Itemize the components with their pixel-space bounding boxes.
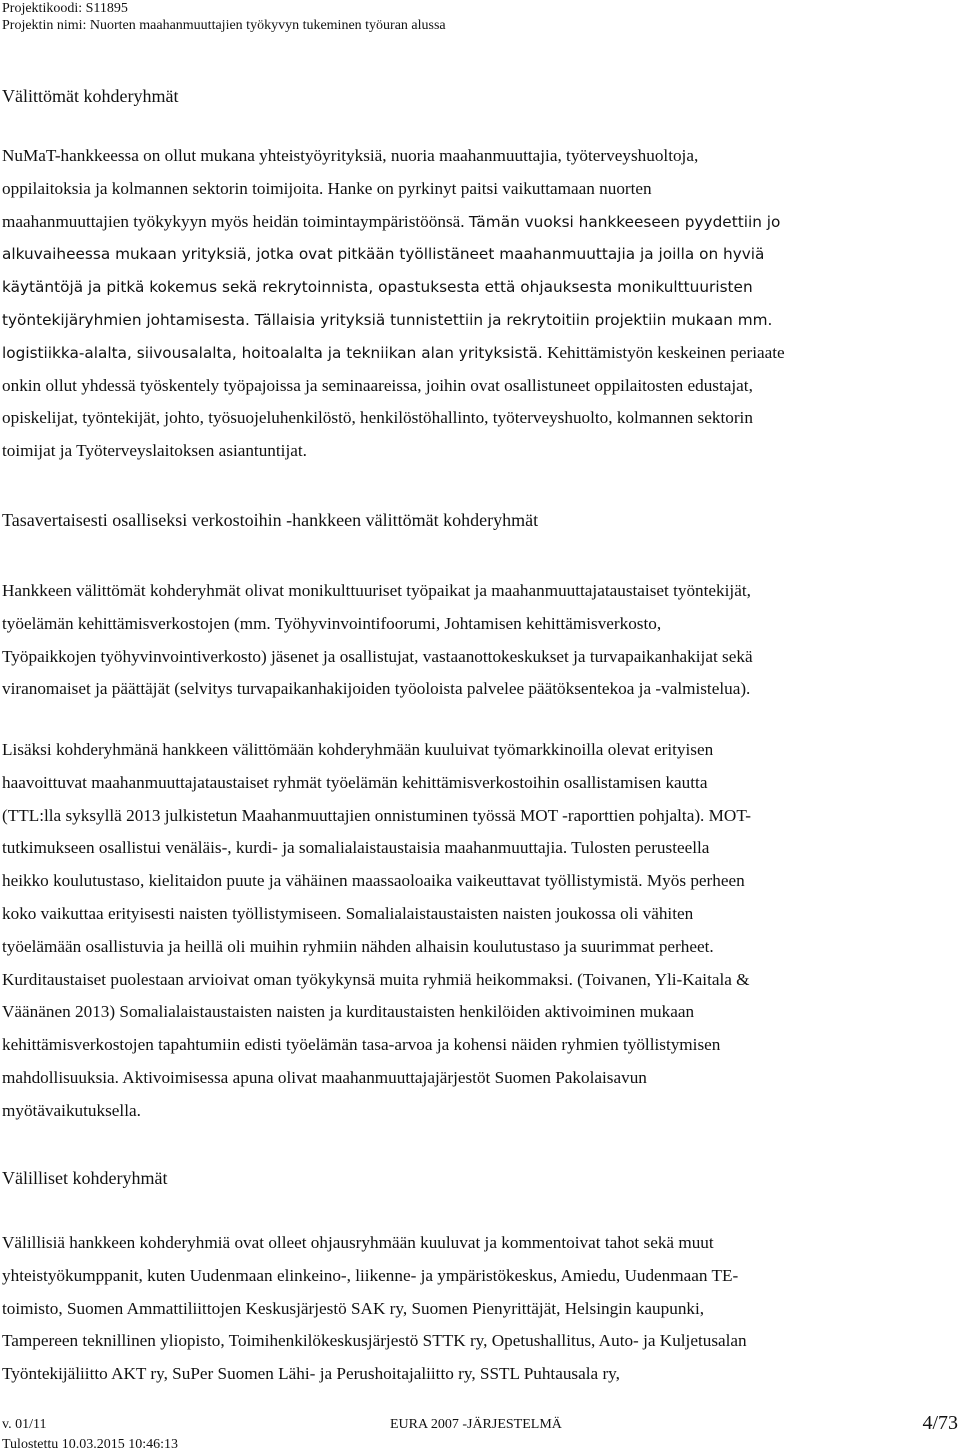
text-segment: Kehittämistyön keskeinen periaate <box>547 342 785 362</box>
text-line: onkin ollut yhdessä työskentely työpajoissa ja seminaareissa, joihin ovat osallistuneet oppilaitosten edustajat, <box>2 375 753 395</box>
text-line: Hankkeen välittömät kohderyhmät olivat monikulttuuriset työpaikat ja maahanmuuttajataustaiset työntekijät, <box>2 581 751 600</box>
text-line: yhteistyökumppanit, kuten Uudenmaan elinkeino-, liikenne- ja ympäristökeskus, Amiedu, Uudenmaan TE- <box>2 1265 739 1285</box>
text-line: heikko koulutustaso, kielitaidon puute ja vähäinen maassaoloaika vaikeuttavat työllistymistä. Myös perheen <box>2 871 745 891</box>
text-line: Työntekijäliitto AKT ry, SuPer Suomen Lähi- ja Perushoitajaliitto ry, SSTL Puhtausala ry, <box>2 1364 620 1384</box>
text-line: Lisäksi kohderyhmänä hankkeen välittömään kohderyhmään kuuluivat työmarkkinoilla olevat erityisen <box>2 740 714 759</box>
section-heading-direct-target-groups: Välittömät kohderyhmät <box>2 86 179 106</box>
text-line: kehittämisverkostojen tapahtumiin edisti työelämän tasa-arvoa ja kohensi näiden ryhmien työllistymisen <box>2 1035 721 1055</box>
text-line: NuMaT-hankkeessa on ollut mukana yhteistyöyrityksiä, nuoria maahanmuuttajia, työterveyshuoltoja, <box>2 146 699 165</box>
text-line: työelämään osallistuvia ja heillä oli muihin ryhmiin nähden alhaisin koulutustaso ja suurimmat perheet. <box>2 936 714 956</box>
text-line: työntekijäryhmien johtamisesta. Tällaisia yrityksiä tunnistettiin ja rekrytoitiin projektiin mukaan mm. <box>2 310 773 329</box>
footer-page-number: 4/73 <box>922 1412 958 1434</box>
section-heading-indirect-target-groups: Välilliset kohderyhmät <box>2 1168 168 1188</box>
text-line: haavoittuvat maahanmuuttajataustaiset ryhmät työelämän kehittämisverkostoihin osallistamisen kautta <box>2 772 708 792</box>
text-line <box>2 206 958 239</box>
text-line: koko vaikuttaa erityisesti naisten työllistymiseen. Somalialaistaustaisten naisten joukossa oli vähiten <box>2 903 694 923</box>
text-line: tutkimukseen osallistui venäläis-, kurdi- ja somalialaistaustaisia maahanmuuttajia. Tulosten perusteella <box>2 838 710 858</box>
text-segment: Tämän vuoksi hankkeeseen pyydettiin jo <box>468 212 781 231</box>
page-header <box>2 0 446 34</box>
text-line: toimijat ja Työterveyslaitoksen asiantuntijat. <box>2 441 307 461</box>
text-line: toimisto, Suomen Ammattiliittojen Keskusjärjestö SAK ry, Suomen Pienyrittäjät, Helsingin kaupunki, <box>2 1298 705 1318</box>
project-name: Projektin nimi: Nuorten maahanmuuttajien työkyvyn tukeminen työuran alussa <box>2 18 446 33</box>
paragraph-indirect-groups <box>2 1227 958 1391</box>
text-line: mahdollisuuksia. Aktivoimisessa apuna olivat maahanmuuttajajärjestöt Suomen Pakolaisavun <box>2 1067 647 1087</box>
text-line: Tampereen teknillinen yliopisto, Toimihenkilökeskusjärjestö STTK ry, Opetushallitus, Auto- ja Kuljetusalan <box>2 1331 747 1351</box>
text-segment: maahanmuuttajien työkykyyn myös heidän toimintaympäristöönsä. <box>2 211 465 231</box>
text-line: Välillisiä hankkeen kohderyhmiä ovat olleet ohjausryhmään kuuluvat ja kommentoivat tahot sekä muut <box>2 1233 714 1252</box>
text-line: Kurditaustaiset puolestaan arvioivat oman työkykynsä muita ryhmiä heikommaksi. (Toivanen, Yli-Kaitala & <box>2 969 750 989</box>
footer-system: EURA 2007 -JÄRJESTELMÄ <box>390 1417 562 1432</box>
project-code: Projektikoodi: S11895 <box>2 1 128 16</box>
footer-print-date: Tulostettu 10.03.2015 10:46:13 <box>2 1437 179 1452</box>
text-line: Työpaikkojen työhyvinvointiverkosto) jäsenet ja osallistujat, vastaanottokeskukset ja turvapaikanhakijat sekä <box>2 646 753 666</box>
paragraph-numat <box>2 140 958 468</box>
text-line: oppilaitoksia ja kolmannen sektorin toimijoita. Hanke on pyrkinyt paitsi vaikuttamaan nuorten <box>2 178 652 198</box>
text-segment: logistiikka-alalta, siivousalalta, hoitoalalta ja tekniikan alan yrityksistä. <box>2 343 543 362</box>
paragraph-direct-groups <box>2 575 958 706</box>
text-line: Väänänen 2013) Somalialaistaustaisten naisten ja kurditaustaisten henkilöiden aktivoiminen mukaan <box>2 1002 695 1022</box>
text-line: käytäntöjä ja pitkä kokemus sekä rekrytoinnista, opastuksesta että ohjauksesta monikulttuuristen <box>2 278 753 297</box>
text-line: (TTL:lla syksyllä 2013 julkistetun Maahanmuuttajien onnistuminen työssä MOT -raporttien pohjalta). MOT- <box>2 805 751 825</box>
footer-version: v. 01/11 <box>2 1417 47 1432</box>
text-line: opiskelijat, työntekijät, johto, työsuojeluhenkilöstö, henkilöstöhallinto, työterveyshuolto, kolmannen sektorin <box>2 408 753 428</box>
paragraph-additional-groups <box>2 734 958 1128</box>
text-line: viranomaiset ja päättäjät (selvitys turvapaikanhakijoiden työoloista palvelee päätöksentekoa ja -valmistelua). <box>2 679 751 699</box>
text-line <box>2 337 958 370</box>
text-line: työelämän kehittämisverkostojen (mm. Työhyvinvointifoorumi, Johtamisen kehittämisverkosto, <box>2 613 662 633</box>
section-heading-equal-participation: Tasavertaisesti osalliseksi verkostoihin -hankkeen välittömät kohderyhmät <box>2 510 539 530</box>
text-line: alkuvaiheessa mukaan yrityksiä, jotka ovat pitkään työllistäneet maahanmuuttajia ja joilla on hyviä <box>2 245 765 264</box>
text-line: myötävaikutuksella. <box>2 1100 141 1120</box>
